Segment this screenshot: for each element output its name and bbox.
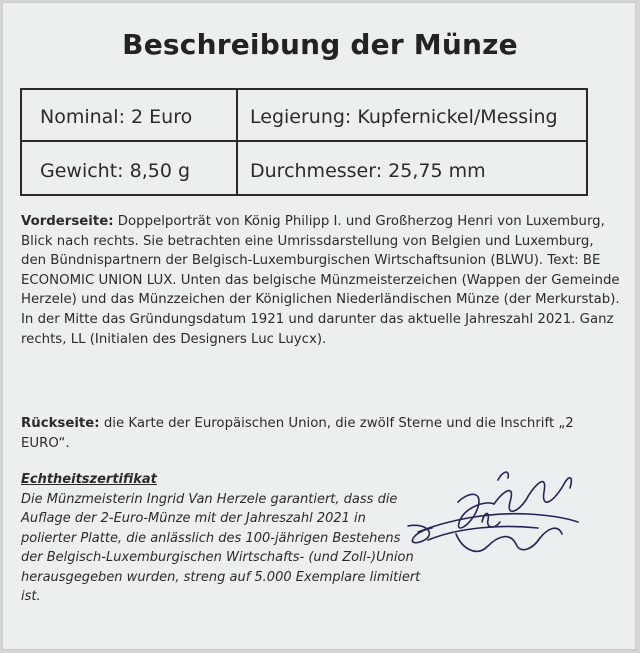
obverse-text: Doppelporträt von König Philipp I. und Großherzog Henri von Luxemburg, Blick nach rechts. Sie betrachten eine Umrissdarstellung von Belgien und Luxemburg, den Bündnispartnern der Belgisch-Luxemburgischen Wirtschaftsunion (BLWU). Text: BE ECONOMIC UNION LUX. Unten das belgische Münzmeisterzeichen (Wappen der Gemeinde Herzele) und das Münzzeichen der Königlichen Niederländischen Münze (der Merkurstab). In der Mitte das Gründungsdatum 1921 und darunter das aktuelle Jahreszahl 2021. Ganz rechts, LL (Initialen des Designers Luc Luycx). (21, 214, 620, 347)
obverse-label: Vorderseite: (21, 214, 114, 229)
spec-durchmesser: Durchmesser: 25,75 mm (250, 160, 486, 182)
obverse-description (21, 212, 621, 349)
spec-gewicht: Gewicht: 8,50 g (40, 160, 191, 182)
reverse-label: Rückseite: (21, 416, 100, 431)
certificate-text: Die Münzmeisterin Ingrid Van Herzele garantiert, dass die Auflage der 2-Euro-Münze mit der Jahreszahl 2021 in polierter Platte, die anlässlich des 100-jährigen Bestehens der Belgisch-Luxemburgischen Wirtschafts- (und Zoll-)Union herausgegeben wurden, streng auf 5.000 Exemplare limitiert ist. (21, 491, 421, 604)
reverse-text: die Karte der Europäischen Union, die zwölf Sterne und die Inschrift „2 EURO“. (21, 416, 574, 451)
certificate-of-authenticity (21, 470, 421, 607)
spec-nominal: Nominal: 2 Euro (40, 106, 193, 128)
spec-legierung: Legierung: Kupfernickel/Messing (250, 106, 558, 128)
signature-icon (398, 462, 588, 572)
table-divider-horizontal (22, 140, 586, 142)
table-divider-vertical (236, 90, 238, 194)
certificate-heading: Echtheitszertifikat (21, 472, 157, 487)
reverse-description (21, 414, 621, 453)
spec-table (20, 88, 588, 196)
page-title: Beschreibung der Münze (122, 28, 518, 61)
